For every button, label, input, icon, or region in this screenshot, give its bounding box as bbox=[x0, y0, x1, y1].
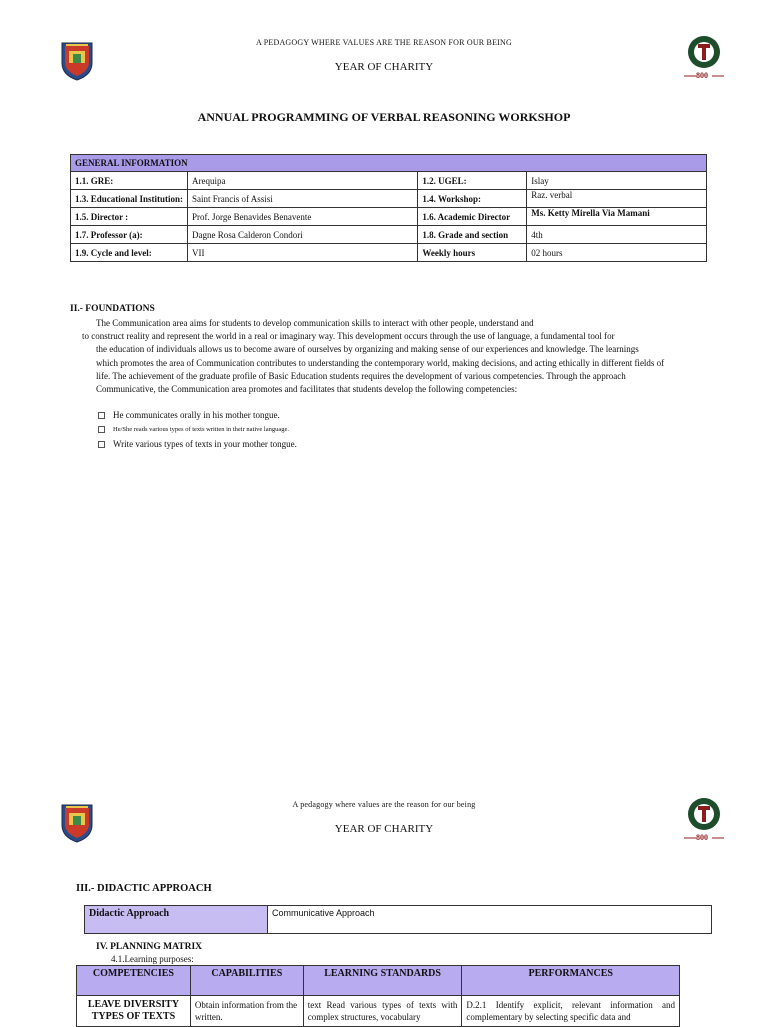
academic-director-value: Ms. Ketty Mirella Via Mamani bbox=[527, 208, 707, 226]
didactic-approach-label: Didactic Approach bbox=[85, 906, 268, 933]
bullet-icon bbox=[98, 441, 105, 448]
paragraph-line: to construct reality and represent the world in a real or imaginary way. This development occurs through the use of language, a fundamental tool for bbox=[82, 331, 615, 342]
table-row bbox=[77, 996, 680, 1027]
motto: A pedagogy where values are the reason for our being bbox=[292, 800, 476, 809]
anniversary-seal-logo bbox=[682, 34, 726, 82]
cycle-level-value: VII bbox=[188, 244, 418, 262]
foundations-heading: II.- FOUNDATIONS bbox=[70, 304, 155, 314]
academic-director-label: 1.6. Academic Director bbox=[418, 208, 527, 226]
professor-label: 1.7. Professor (a): bbox=[71, 226, 188, 244]
planning-matrix-heading: IV. PLANNING MATRIX bbox=[96, 942, 203, 952]
list-item bbox=[98, 422, 297, 436]
workshop-value: Raz. verbal bbox=[527, 190, 707, 208]
motto: A PEDAGOGY WHERE VALUES ARE THE REASON FOR OUR BEING bbox=[256, 38, 512, 47]
competencies-list bbox=[98, 408, 297, 452]
performance-cell: D.2.1 Identify explicit, relevant information and complementary by selecting specific data and bbox=[462, 996, 680, 1027]
competency-cell: LEAVE DIVERSITY TYPES OF TEXTS bbox=[77, 996, 191, 1027]
competencies-column-header: COMPETENCIES bbox=[77, 966, 191, 996]
bullet-icon bbox=[98, 412, 105, 419]
seal-number: 800 bbox=[696, 833, 708, 842]
competency-text: He communicates orally in his mother tongue. bbox=[113, 410, 280, 420]
paragraph-line: life. The achievement of the graduate profile of Basic Education students requires the development of various competencies. Through the approach bbox=[96, 370, 626, 381]
capability-cell: Obtain information from the written. bbox=[190, 996, 303, 1027]
paragraph-line: Communicative, the Communication area promotes and facilitates that students develop the following competencies: bbox=[96, 384, 518, 395]
year-title: YEAR OF CHARITY bbox=[334, 823, 434, 835]
paragraph-line: the education of individuals allows us to become aware of ourselves by organizing and making sense of our experiences and knowledge. The learnings bbox=[96, 344, 639, 355]
competency-text: Write various types of texts in your mother tongue. bbox=[113, 439, 297, 449]
anniversary-seal-logo bbox=[682, 796, 726, 844]
table-row bbox=[71, 208, 707, 226]
didactic-approach-box bbox=[84, 905, 712, 934]
seal-number: 800 bbox=[696, 71, 708, 80]
professor-value: Dagne Rosa Calderon Condori bbox=[188, 226, 418, 244]
learning-standards-column-header: LEARNING STANDARDS bbox=[303, 966, 462, 996]
table-row bbox=[71, 226, 707, 244]
didactic-approach-heading: III.- DIDACTIC APPROACH bbox=[76, 883, 212, 894]
weekly-hours-label: Weekly hours bbox=[418, 244, 527, 262]
director-value: Prof. Jorge Benavides Benavente bbox=[188, 208, 418, 226]
learning-purposes-subheading: 4.1.Learning purposes: bbox=[111, 954, 194, 964]
gre-label: 1.1. GRE: bbox=[71, 172, 188, 190]
institution-label: 1.3. Educational Institution: bbox=[71, 190, 188, 208]
table-row bbox=[71, 190, 707, 208]
workshop-label: 1.4. Workshop: bbox=[418, 190, 527, 208]
standard-cell: text Read various types of texts with complex structures, vocabulary bbox=[303, 996, 462, 1027]
institution-value: Saint Francis of Assisi bbox=[188, 190, 418, 208]
gre-value: Arequipa bbox=[188, 172, 418, 190]
cycle-level-label: 1.9. Cycle and level: bbox=[71, 244, 188, 262]
bullet-icon bbox=[98, 426, 105, 433]
year-title: YEAR OF CHARITY bbox=[334, 61, 434, 73]
ugel-label: 1.2. UGEL: bbox=[418, 172, 527, 190]
didactic-approach-value: Communicative Approach bbox=[272, 908, 375, 918]
paragraph-line: The Communication area aims for students to develop communication skills to interact with other people, understand and bbox=[96, 318, 534, 328]
foundations-paragraph bbox=[70, 317, 716, 396]
general-information-table bbox=[70, 154, 707, 262]
ugel-value: Islay bbox=[527, 172, 707, 190]
list-item bbox=[98, 408, 297, 422]
paragraph-line: which promotes the area of Communication contributes to understanding the contemporary world, making decisions, and acting ethically in different fields of bbox=[96, 357, 665, 368]
competency-text: He/She reads various types of texts written in their native language. bbox=[113, 425, 289, 433]
grade-section-label: 1.8. Grade and section bbox=[418, 226, 527, 244]
table-row bbox=[71, 244, 707, 262]
table-row bbox=[71, 172, 707, 190]
planning-matrix-table bbox=[76, 965, 680, 1027]
performances-column-header: PERFORMANCES bbox=[462, 966, 680, 996]
grade-section-value: 4th bbox=[527, 226, 707, 244]
weekly-hours-value: 02 hours bbox=[527, 244, 707, 262]
director-label: 1.5. Director : bbox=[71, 208, 188, 226]
document-title: ANNUAL PROGRAMMING OF VERBAL REASONING WORKSHOP bbox=[197, 110, 571, 124]
capabilities-column-header: CAPABILITIES bbox=[190, 966, 303, 996]
general-information-header: GENERAL INFORMATION bbox=[71, 155, 707, 172]
list-item bbox=[98, 436, 297, 452]
